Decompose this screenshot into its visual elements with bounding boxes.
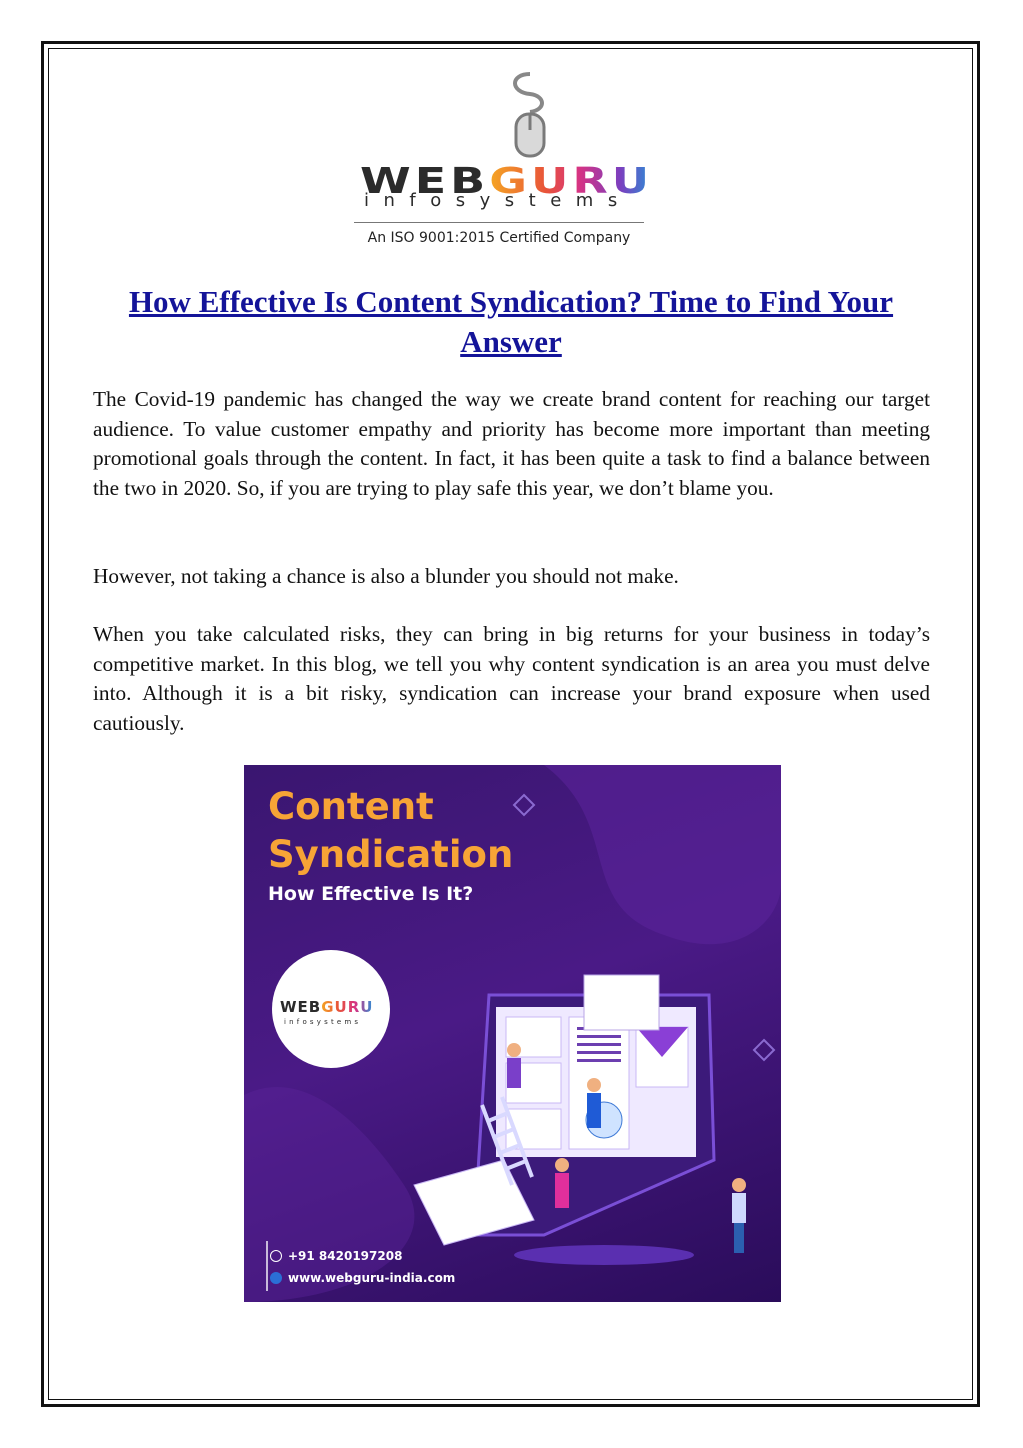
- note-card: [584, 975, 659, 1030]
- company-logo: [330, 70, 690, 260]
- mouse-icon: [500, 70, 560, 160]
- article-title-link[interactable]: How Effective Is Content Syndication? Time to Find Your Answer: [128, 284, 894, 359]
- logo-subtitle: infosystems: [364, 190, 632, 211]
- logo-divider: [354, 222, 644, 223]
- diamond-icon: [754, 1040, 774, 1060]
- logo-word-web: WEB: [360, 159, 490, 202]
- paragraph-2: However, not taking a chance is also a blunder you should not make.: [93, 564, 679, 588]
- contact-divider: [266, 1241, 268, 1291]
- paragraph-1: The Covid-19 pandemic has changed the way we create brand content for reaching our target audience. To value customer empathy and priority has become more important than meeting promotional goals through the content. In fact, it has been quite a task to find a balance between the two in 2020. So, if you are trying to play safe this year, we don’t blame you.: [93, 387, 930, 500]
- logo-word-guru: GURU: [489, 159, 654, 202]
- iso-certification: An ISO 9001:2015 Certified Company: [367, 230, 631, 246]
- globe-icon: [270, 1272, 282, 1284]
- diamond-icon: [514, 795, 534, 815]
- banner-headline: Content Syndication: [268, 785, 514, 876]
- banner-subheadline: How Effective Is It?: [268, 883, 474, 905]
- banner-website: www.webguru-india.com: [288, 1271, 456, 1285]
- banner-contact: [270, 1245, 455, 1289]
- paragraph-3: When you take calculated risks, they can bring in big returns for your business in today’s competitive market. In this blog, we tell you why content syndication is an area you must delve into. Although it is a bit risky, syndication can increase your brand exposure when used cautiously.: [93, 622, 930, 735]
- whatsapp-icon: [270, 1250, 282, 1262]
- banner-logo-badge: WEBGURU infosystems: [272, 950, 390, 1068]
- banner-phone: +91 8420197208: [288, 1249, 403, 1263]
- content-syndication-banner: [244, 765, 781, 1302]
